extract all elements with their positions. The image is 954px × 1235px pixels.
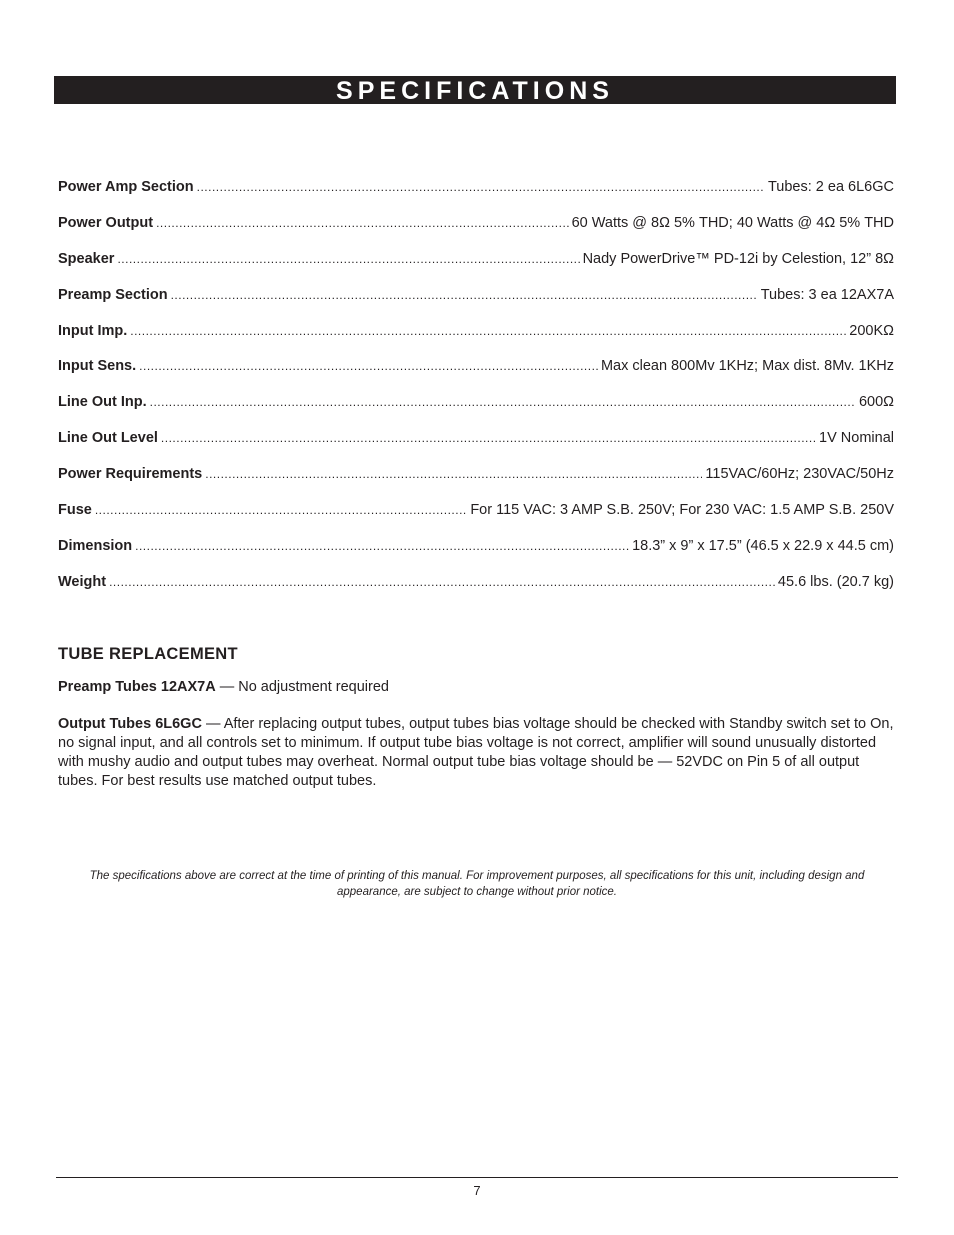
- spec-row-line-out-inp: [58, 391, 894, 427]
- dot-leader: [117, 248, 579, 270]
- dot-leader: [135, 535, 629, 557]
- specifications-disclaimer: The specifications above are correct at the time of printing of this manual. For improvement purposes, all specifications for this unit, including design and appearance, are subject to change without prior notice.: [89, 870, 865, 898]
- specifications-list: [58, 176, 894, 607]
- spec-label: Power Output: [58, 214, 154, 231]
- spec-label: Input Imp.: [58, 322, 128, 339]
- spec-label: Speaker: [58, 250, 115, 267]
- dot-leader: [139, 355, 598, 377]
- spec-value: 115VAC/60Hz; 230VAC/50Hz: [705, 466, 894, 483]
- footer-divider: [56, 1177, 898, 1178]
- spec-value: 200KΩ: [849, 322, 894, 339]
- spec-row-power-output: [58, 212, 894, 248]
- spec-value: 1V Nominal: [819, 430, 894, 447]
- dot-leader: [161, 427, 816, 449]
- spec-value: 18.3” x 9” x 17.5” (46.5 x 22.9 x 44.5 cm): [632, 537, 894, 554]
- dot-leader: [95, 499, 467, 521]
- spec-label: Input Sens.: [58, 358, 137, 375]
- spec-row-input-imp: [58, 320, 894, 356]
- dot-leader: [205, 463, 702, 485]
- spec-value: Nady PowerDrive™ PD-12i by Celestion, 12” 8Ω: [582, 250, 894, 267]
- spec-row-speaker: [58, 248, 894, 284]
- spec-value: 45.6 lbs. (20.7 kg): [777, 573, 894, 590]
- spec-row-input-sens: [58, 355, 894, 391]
- page-number: 7: [473, 1183, 481, 1198]
- dot-leader: [156, 212, 569, 234]
- spec-row-line-out-level: [58, 427, 894, 463]
- preamp-tubes-lead: Preamp Tubes 12AX7A: [58, 679, 216, 695]
- spec-row-fuse: [58, 499, 894, 535]
- spec-row-dimension: [58, 535, 894, 571]
- spec-value: Max clean 800Mv 1KHz; Max dist. 8Mv. 1KHz: [600, 358, 894, 375]
- dot-leader: [197, 176, 765, 198]
- spec-label: Line Out Level: [58, 430, 158, 447]
- output-tubes-text: — After replacing output tubes, output tubes bias voltage should be checked with Standby switch set to On, no signal input, and all controls set to minimum. If output tube bias voltage is not correct, amplifier will sound unusually distorted with mushy audio and output tubes may overheat. Normal output tube bias voltage should be — 52VDC on Pin 5 of all output tubes. For best results use matched output tubes.: [58, 716, 894, 789]
- output-tubes-paragraph: [58, 715, 898, 791]
- spec-label: Power Amp Section: [58, 179, 194, 195]
- spec-label: Weight: [58, 573, 107, 590]
- spec-label: Preamp Section: [58, 286, 168, 303]
- spec-value: For 115 VAC: 3 AMP S.B. 250V; For 230 VAC: 1.5 AMP S.B. 250V: [470, 502, 894, 519]
- spec-value: 600Ω: [858, 394, 894, 411]
- spec-row-preamp-section: [58, 284, 894, 320]
- spec-value: Tubes: 2 ea 6L6GC: [767, 179, 894, 195]
- spec-row-power-requirements: [58, 463, 894, 499]
- dot-leader: [171, 284, 758, 306]
- spec-row-power-amp-section: [58, 176, 894, 212]
- preamp-tubes-text: — No adjustment required: [215, 679, 389, 695]
- spec-value: 60 Watts @ 8Ω 5% THD; 40 Watts @ 4Ω 5% THD: [571, 214, 894, 231]
- spec-row-weight: [58, 571, 894, 607]
- spec-label: Power Requirements: [58, 466, 203, 483]
- output-tubes-lead: Output Tubes 6L6GC: [58, 716, 202, 732]
- dot-leader: [109, 571, 775, 593]
- dot-leader: [150, 391, 856, 413]
- spec-label: Line Out Inp.: [58, 394, 147, 411]
- dot-leader: [130, 320, 846, 342]
- preamp-tubes-paragraph: [58, 678, 898, 697]
- spec-label: Fuse: [58, 502, 92, 519]
- spec-value: Tubes: 3 ea 12AX7A: [760, 286, 894, 303]
- spec-label: Dimension: [58, 537, 133, 554]
- tube-replacement-heading: TUBE REPLACEMENT: [58, 645, 238, 663]
- page-title: SPECIFICATIONS: [54, 76, 896, 104]
